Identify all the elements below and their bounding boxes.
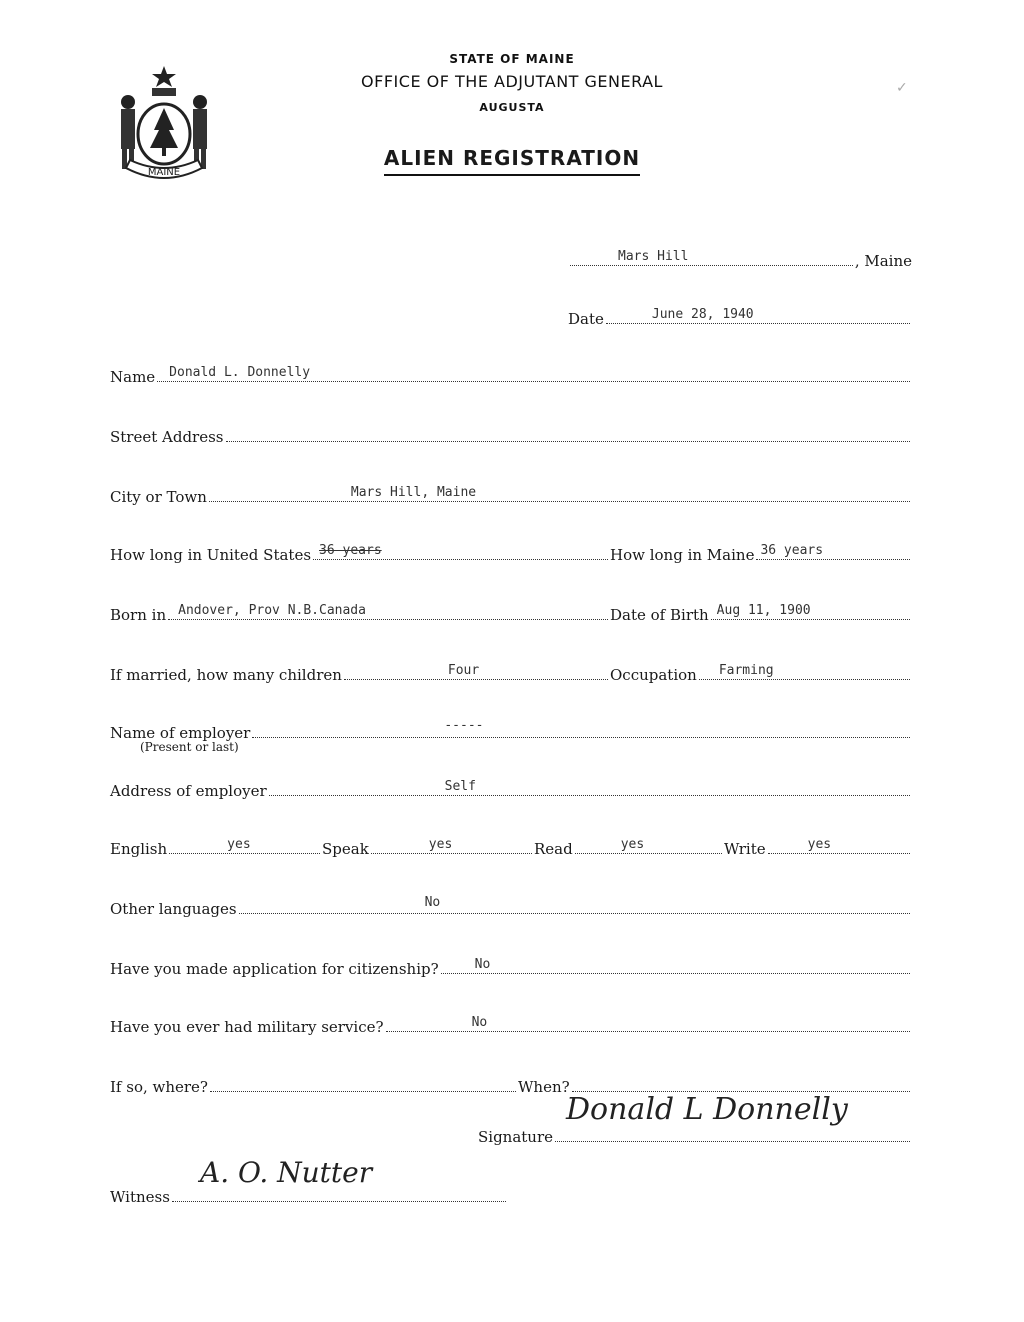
employer-label: Name of employer [110, 724, 251, 742]
place-value: Mars Hill [618, 249, 689, 264]
other-languages-label: Other languages [110, 900, 237, 918]
street-label: Street Address [110, 428, 224, 446]
military-label: Have you ever had military service? [110, 1018, 384, 1036]
city-heading: AUGUSTA [479, 101, 545, 114]
name-value: Donald L. Donnelly [169, 365, 311, 380]
us-duration-line [110, 542, 610, 564]
citizenship-label: Have you made application for citizenship? [110, 960, 439, 978]
date-line [568, 306, 912, 328]
office-heading: OFFICE OF THE ADJUTANT GENERAL [361, 72, 663, 91]
witness-handwriting: A. O. Nutter [200, 1156, 373, 1189]
born-value: Andover, Prov N.B.Canada [178, 603, 366, 618]
citizenship-line [110, 956, 912, 978]
dob-value: Aug 11, 1900 [716, 603, 811, 618]
read-label: Read [534, 840, 573, 858]
other-languages-value: No [424, 895, 441, 910]
occupation-value: Farming [718, 663, 774, 678]
maine-duration-value: 36 years [760, 543, 824, 558]
read-line [534, 836, 724, 858]
employer-address-value: Self [444, 779, 476, 794]
name-line [110, 364, 912, 386]
where-line [110, 1074, 518, 1096]
place-suffix: , Maine [854, 252, 912, 270]
employer-sublabel: (Present or last) [140, 740, 239, 754]
citizenship-value: No [474, 957, 491, 972]
write-line [724, 836, 912, 858]
occupation-label: Occupation [610, 666, 697, 684]
us-duration-value: 36 years [319, 543, 382, 558]
occupation-line [610, 662, 912, 684]
signature-line [478, 1124, 912, 1146]
read-value: yes [620, 837, 645, 852]
us-duration-label: How long in United States [110, 546, 312, 564]
signature-handwriting: Donald L Donnelly [566, 1092, 848, 1127]
speak-value: yes [428, 837, 453, 852]
employer-address-label: Address of employer [110, 782, 267, 800]
date-value: June 28, 1940 [651, 307, 754, 322]
date-label: Date [568, 310, 604, 328]
city-value: Mars Hill, Maine [350, 485, 477, 500]
children-value: Four [447, 663, 480, 678]
street-line [110, 424, 912, 446]
where-label: If so, where? [110, 1078, 208, 1096]
seal-banner-text: MAINE [147, 167, 181, 178]
english-value: yes [227, 837, 251, 852]
form-title: ALIEN REGISTRATION [384, 146, 640, 176]
city-line [110, 484, 912, 506]
dob-label: Date of Birth [610, 606, 709, 624]
dob-line [610, 602, 912, 624]
state-heading: STATE OF MAINE [449, 52, 575, 66]
children-line [110, 662, 610, 684]
born-label: Born in [110, 606, 167, 624]
name-label: Name [110, 368, 156, 386]
when-label: When? [518, 1078, 570, 1096]
write-label: Write [724, 840, 766, 858]
employer-value: ----- [444, 718, 484, 733]
maine-duration-line [610, 542, 912, 564]
speak-line [322, 836, 534, 858]
english-line [110, 836, 322, 858]
military-line [110, 1014, 912, 1036]
english-label: English [110, 840, 168, 858]
write-value: yes [807, 837, 832, 852]
witness-label: Witness [110, 1188, 170, 1206]
military-value: No [471, 1015, 488, 1030]
signature-label: Signature [478, 1128, 554, 1146]
place-line [568, 248, 912, 270]
employer-line [110, 720, 912, 742]
city-label: City or Town [110, 488, 207, 506]
employer-address-line [110, 778, 912, 800]
other-languages-line [110, 896, 912, 918]
maine-duration-label: How long in Maine [610, 546, 755, 564]
born-line [110, 602, 610, 624]
children-label: If married, how many children [110, 666, 342, 684]
margin-mark: ✓ [896, 80, 908, 96]
speak-label: Speak [322, 840, 369, 858]
